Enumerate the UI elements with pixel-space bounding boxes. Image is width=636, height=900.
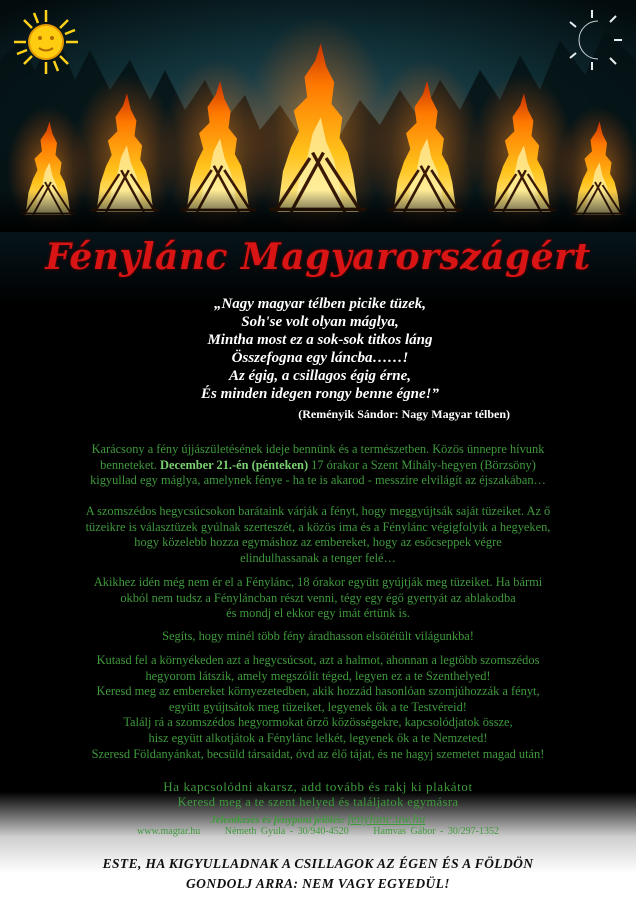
contact-hamvas: Hamvas Gábor - 30/297-1352 [373, 826, 499, 837]
find-place-line: Keresd meg a te szent helyed és találjatok egymásra [177, 795, 459, 809]
paragraph-line: kigyullad egy máglya, amelynek fénye - ha te is akarod - messzire elvilágít az éjszakában… [90, 473, 546, 488]
closing-line: GONDOLJ ARRA: NEM VAGY EGYEDÜL! [186, 876, 450, 891]
paragraph-line: tüzeikre is választüzek gyúlnak szerteszét, a közös ima és a Fénylánc végigfolyik a hegyeken, [85, 519, 551, 534]
help-paragraph [14, 629, 622, 645]
text-fragment: 17 órakor a Szent Mihály-hegyen (Börzsöny) [308, 457, 536, 472]
paragraph-line: hogy közelebb hozza egymáshoz az embereket, hogy az esőcseppek végre [134, 535, 502, 550]
paragraph-line: együtt gyújtsátok meg tüzeiket, legyenek ők a te Testvéreid! [169, 699, 467, 714]
invitation-paragraph [14, 442, 622, 489]
paragraph-line: Keresd meg az embereket környezetedben, akik hozzád hasonlóan szomjúhozzák a fényt, [96, 684, 540, 699]
paragraph-line: és mondj el ekkor egy imát értünk is. [226, 606, 410, 621]
paragraph-line: Segíts, hogy minél több fény áradhasson elsötétült világunkba! [162, 629, 474, 643]
paragraph-line: Akikhez idén még nem ér el a Fénylánc, 18 órakor együtt gyújtják meg tüzeiket. Ha bármi [93, 575, 543, 589]
poem-line: „Nagy magyar télben picike tüzek, [213, 296, 427, 312]
paragraph-line: Szeresd Földanyánkat, becsüld társaidat, óvd az élő tájat, és ne hagyj szemetet magad után! [91, 746, 545, 761]
signup-line [0, 811, 636, 827]
call-to-action-paragraph [14, 653, 622, 762]
paragraph-line: Karácsony a fény újjászületésének ideje bennünk és a természetben. Közös ünnepre hívunk [91, 442, 545, 456]
bonfire-scene [0, 0, 636, 232]
paragraph-line: elindulhassanak a tenger felé… [240, 550, 396, 565]
text-fragment: benneteket. [100, 457, 160, 472]
page-title: Fénylánc Magyarországért [45, 236, 591, 278]
contact-nemeth: Németh Gyula - 30/940-4520 [224, 826, 349, 837]
paragraph-line: hisz együtt alkotjátok a Fénylánc lelkét, legyenek ők a te Nemzeted! [148, 730, 488, 745]
poem-line: És minden idegen rongy benne égne!” [201, 386, 439, 402]
paragraph-line [14, 458, 622, 474]
paragraph-line: Találj rá a szomszédos hegyormokat őrző közösségekre, kapcsolódjatok össze, [123, 715, 513, 730]
poem-line: Mintha most ez a sok-sok titkos láng [207, 332, 433, 348]
share-line: Ha kapcsolódni akarsz, add tovább és rakj ki plakátot [163, 779, 473, 794]
poem [130, 295, 510, 403]
neighbors-paragraph [14, 504, 622, 566]
poem-line: Soh'se volt olyan máglya, [241, 314, 399, 330]
closing-line: ESTE, HA KIGYULLADNAK A CSILLAGOK AZ ÉGEN ÉS A FÖLDÖN [102, 856, 534, 871]
poem-line: Az égig, a csillagos égig érne, [228, 368, 412, 384]
paragraph-line: hegyorom látszik, amely megszólít téged, legyen ez a te Szenthelyed! [145, 668, 491, 683]
paragraph-line: okból nem tudsz a Fényláncban részt venni, tégy egy égő gyertyát az ablakodba [120, 590, 516, 605]
event-date: December 21.-én (pénteken) [160, 457, 309, 472]
website-link[interactable]: www.magtar.hu [137, 826, 201, 837]
candle-paragraph [14, 575, 622, 622]
signup-label: Jelentkezés és fénypont jelölés: [210, 815, 346, 826]
paragraph-line: A szomszédos hegycsúcsokon barátaink várják a fényt, hogy meggyújtsák saját tüzeiket. Az ő [85, 504, 551, 518]
poem-attribution: (Reményik Sándor: Nagy Magyar télben) [298, 407, 510, 421]
contact-line [0, 826, 636, 837]
paragraph-line: Kutasd fel a környékeden azt a hegycsúcsot, azt a halmot, ahonnan a legtöbb szomszédos [96, 653, 540, 667]
signup-link[interactable]: fenylanc.uw.hu [347, 811, 426, 826]
poem-line: Összefogna egy láncba……! [231, 350, 409, 366]
